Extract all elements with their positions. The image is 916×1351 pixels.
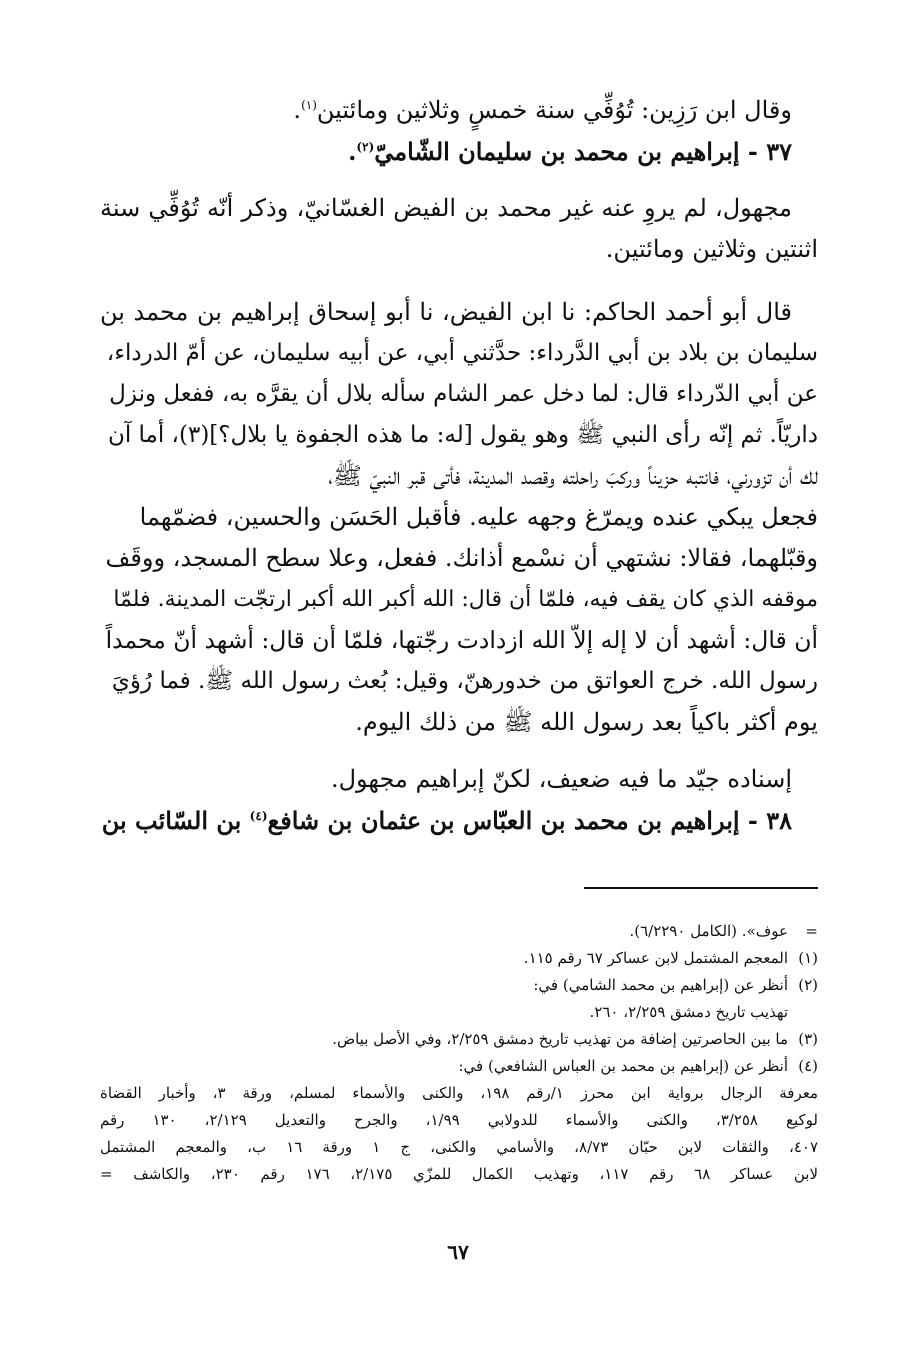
footnote-line: أنظر عن (إبراهيم بن محمد الشامي) في: [533,976,788,994]
heading-text: بن السّائب بن [101,806,250,835]
footnote-3 [100,1026,818,1053]
main-text [100,90,818,841]
footnote-line: المعجم المشتمل لابن عساكر ٦٧ رقم ١١٥. [523,949,788,967]
footnote-line: أنظر عن (إبراهيم بن محمد بن العباس الشافعي) في: [458,1057,788,1075]
text-line-1 [100,90,818,131]
footnote-continued [100,918,818,945]
paragraph-line: عن أبي الدّرداء قال: لما دخل عمر الشام سأله بلال أن يقرَّه به، ففعل ونزل [109,381,818,407]
paragraph-line: أن قال: أشهد أن لا إله إلاّ الله ازدادت رجّتها، فلمّا أن قال: أشهد أنّ محمداً [105,626,818,654]
heading-text: ٣٨ - إبراهيم بن محمد بن العبّاس بن عثمان بن شافع [267,806,792,835]
footnote-ref[interactable]: (١) [301,98,317,112]
footnotes [100,918,818,1188]
paragraph-3: إسناده جيّد ما فيه ضعيف، لكنّ إبراهيم مجهول. [330,765,792,793]
paragraph-line: قال أبو أحمد الحاكم: نا ابن الفيض، نا أبو إسحاق إبراهيم بن محمد بن [100,298,792,326]
footnote-separator [584,887,818,889]
footnote-line: عوف». (الكامل ٦/٢٢٩٠). [629,922,788,940]
paragraph-line: موقفه الذي كان يقف فيه، فلمّا أن قال: الله أكبر الله أكبر ارتجّت المدينة. فلمّا [113,587,818,612]
paragraph-line: يوم أكثر باكياً بعد رسول الله ﷺ من ذلك اليوم. [355,708,818,736]
paragraph-line: فجعل يبكي عنده ويمرّغ وجهه عليه. فأقبل الحَسَن والحسين، فضمّهما [139,503,818,531]
paragraph-2 [100,292,818,743]
footnote-2 [100,972,818,1026]
paragraph-line: سليمان بن بلاد بن أبي الدَّرداء: حدَّثني أبي، عن أبيه سليمان، عن أمّ الدرداء، [106,340,818,366]
footnote-line: ما بين الحاصرتين إضافة من تهذيب تاريخ دمشق ٢/٢٥٩، وفي الأصل بياض. [332,1030,788,1048]
punctuation: . [293,96,302,124]
footnote-4-continued [100,1080,818,1188]
paragraph-line: مجهول، لم يروِ عنه غير محمد بن الفيض الغسّانيّ، وذكر أنّه تُوُفِّي سنة [100,194,792,222]
footnote-line: لوكيع ٣/٢٥٨، والكنى والأسماء للدولابي ١/٩٩، والجرح والتعديل ٢/١٢٩، ١٣٠ رقم [100,1111,818,1129]
paragraph-line: داريّاً. ثم إنّه رأى النبي ﷺ وهو يقول [له: ما هذه الجفوة يا بلال؟](٣)، أما آن [107,422,818,448]
page-number: ٦٧ [447,1240,469,1264]
footnote-number: (٢) [798,976,818,994]
heading-text: ٣٧ - إبراهيم بن محمد بن سليمان الشّاميّ [374,137,792,166]
text-run: وقال ابن رَزِين: تُوُفِّي سنة خمسٍ وثلاثين ومائتين [316,96,792,124]
paragraph-line: رسول الله. خرج العواتق من خدورهنّ، وقيل: بُعث رسول الله ﷺ. فما رُؤيَ [111,668,818,694]
footnote-number: (٣) [798,1030,818,1048]
footnote-4 [100,1053,818,1080]
footnote-ref[interactable]: (٢) [356,140,375,154]
footnote-line: معرفة الرجال برواية ابن محرز ١/رقم ١٩٨، والكنى والأسماء لمسلم، ورقة ٣، وأخبار القضاة [100,1084,818,1102]
footnote-number: = [805,922,818,940]
paragraph-line: لك أن تزورني، فانتبه حزيناً وركبَ راحلته وقصد المدينة، فأتى قبر النبيّ ﷺ، [328,462,818,490]
footnote-line: لابن عساكر ٦٨ رقم ١١٧، وتهذيب الكمال للمزّي ٢/١٧٥، ١٧٦ رقم ٢٣٠، والكاشف = [100,1165,819,1183]
punctuation: . [348,137,357,166]
entry-heading-37 [100,131,818,172]
footnote-ref[interactable]: (٤) [249,809,268,823]
footnote-number: (١) [798,949,818,967]
paragraph-line: وقبّلهما، فقالا: نشتهي أن نسْمع أذانك. ففعل، وعلا سطح المسجد، ووقَف [105,544,818,572]
paragraph-line: اثنتين وثلاثين ومائتين. [605,235,818,263]
footnote-line: تهذيب تاريخ دمشق ٢/٢٥٩، ٢٦٠. [589,1003,788,1021]
footnote-line: ٤٠٧، والثقات لابن حبّان ٨/٧٣، والأسامي والكنى، ج ١ ورقة ١٦ ب، والمعجم المشتمل [100,1138,819,1156]
entry-heading-38 [100,800,818,841]
footnote-number: (٤) [798,1057,818,1075]
paragraph-1 [100,188,818,270]
footnote-1 [100,945,818,972]
